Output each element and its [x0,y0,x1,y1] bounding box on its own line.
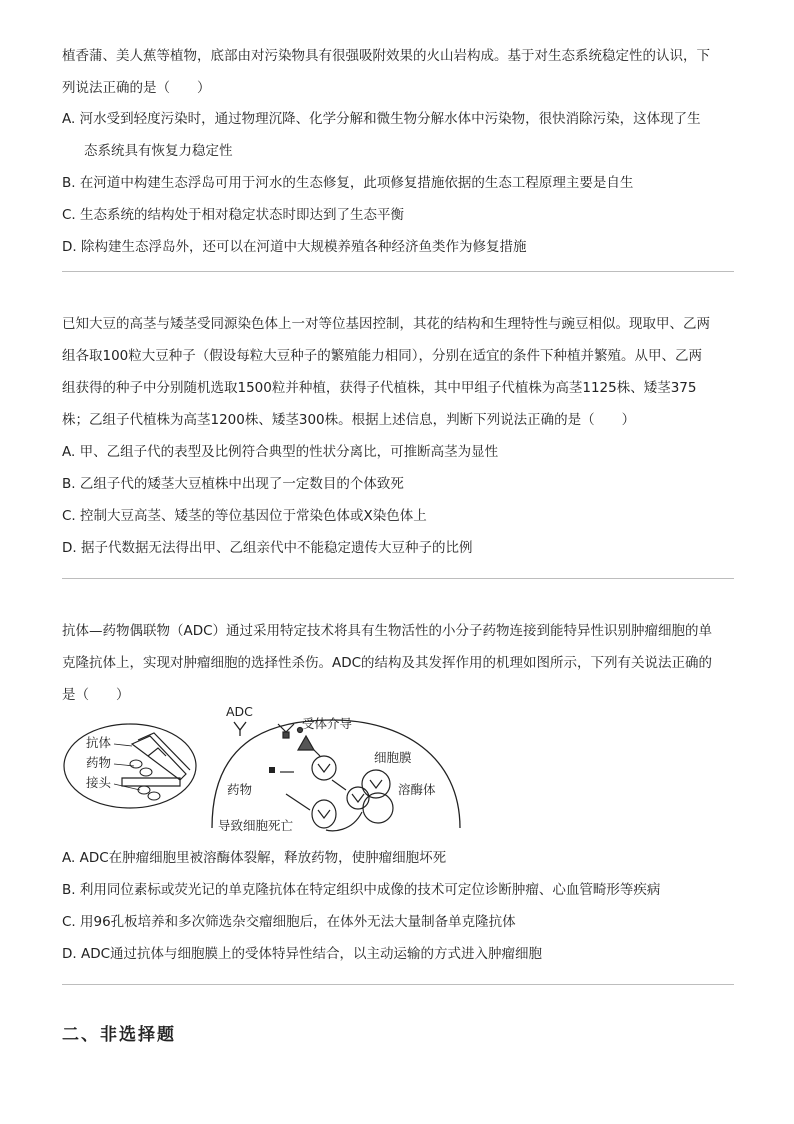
q3-stem-line-3: 是（ ） [62,687,130,703]
label-receptor-mediated: 受体介导 [302,716,353,731]
section-title: 二、非选择题 [62,1025,176,1045]
q1-option-b: B. 在河道中构建生态浮岛可用于河水的生态修复，此项修复措施依据的生态工程原理主要是自生 [62,175,634,191]
q1-option-c: C. 生态系统的结构处于相对稳定状态时即达到了生态平衡 [62,207,405,223]
label-linker: 接头 [86,775,112,790]
q1-option-d: D. 除构建生态浮岛外，还可以在河道中大规模养殖各种经济鱼类作为修复措施 [62,239,527,255]
q3-option-c: C. 用96孔板培养和多次筛选杂交瘤细胞后，在体外无法大量制备单克隆抗体 [62,914,516,930]
divider [62,271,734,272]
label-cell-death: 导致细胞死亡 [218,818,294,833]
q2-stem-line-2: 组各取100粒大豆种子（假设每粒大豆种子的繁殖能力相同），分别在适宜的条件下种植并繁殖。从甲、乙两 [62,348,703,364]
q2-option-c: C. 控制大豆高茎、矮茎的等位基因位于常染色体或X染色体上 [62,508,427,524]
q1-option-a: A. 河水受到轻度污染时，通过物理沉降、化学分解和微生物分解水体中污染物，很快消除污染，这体现了生 [62,111,701,127]
drug-molecules-icon [130,760,160,800]
label-antibody: 抗体 [86,735,112,750]
label-adc: ADC [226,706,253,719]
q3-option-b: B. 利用同位素标或荧光记的单克隆抗体在特定组织中成像的技术可定位诊断肿瘤、心血管畸形等疾病 [62,882,661,898]
adc-diagram-svg [62,706,462,838]
q1-stem-line-2: 列说法正确的是（ ） [62,80,211,96]
q2-option-b: B. 乙组子代的矮茎大豆植株中出现了一定数目的个体致死 [62,476,404,492]
q3-stem-line-1: 抗体—药物偶联物（ADC）通过采用特定技术将具有生物活性的小分子药物连接到能特异性识别肿瘤细胞的单 [62,623,713,639]
q2-stem-line-1: 已知大豆的高茎与矮茎受同源染色体上一对等位基因控制，其花的结构和生理特性与豌豆相似。现取甲、乙两 [62,316,710,332]
released-drug-icon [269,767,275,773]
q2-option-a: A. 甲、乙组子代的表型及比例符合典型的性状分离比，可推断高茎为显性 [62,444,499,460]
antibody-icon [122,733,190,786]
divider [62,578,734,579]
q3-option-d: D. ADC通过抗体与细胞膜上的受体特异性结合，以主动运输的方式进入肿瘤细胞 [62,946,543,962]
q2-stem-line-4: 株；乙组子代植株为高茎1200株、矮茎300株。根据上述信息，判断下列说法正确的是（ ） [62,412,636,428]
label-drug-inside: 药物 [227,782,253,797]
q2-option-d: D. 据子代数据无法得出甲、乙组亲代中不能稳定遗传大豆种子的比例 [62,540,473,556]
label-lysosome: 溶酶体 [398,782,436,797]
label-drug: 药物 [86,755,112,770]
q1-stem-line-1: 植香蒲、美人蕉等植物，底部由对污染物具有很强吸附效果的火山岩构成。基于对生态系统稳定性的认识，下 [62,48,710,64]
q1-option-a-continued: 态系统具有恢复力稳定性 [84,143,233,159]
adc-mechanism-diagram [62,706,462,838]
q3-stem-line-2: 克隆抗体上，实现对肿瘤细胞的选择性杀伤。ADC的结构及其发挥作用的机理如图所示，下列有关说法正确的 [62,655,713,671]
adc-icon [234,722,246,736]
divider [62,984,734,985]
q3-option-a: A. ADC在肿瘤细胞里被溶酶体裂解，释放药物，使肿瘤细胞坏死 [62,850,447,866]
label-cell-membrane: 细胞膜 [374,750,412,765]
q2-stem-line-3: 组获得的种子中分别随机选取1500粒并种植，获得子代植株，其中甲组子代植株为高茎1125株、矮茎375 [62,380,697,396]
